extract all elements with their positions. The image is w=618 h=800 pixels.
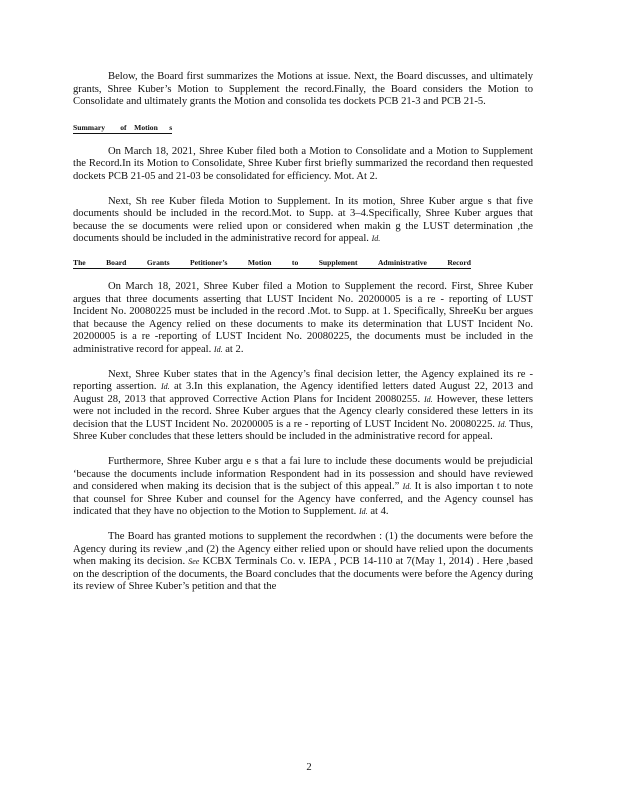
heading-word: Grants (146, 257, 170, 267)
document-body (73, 71, 533, 606)
heading-word: of (120, 122, 127, 132)
paragraph-text: Thus, Shree Kuber concludes that these letters should be included in the administrative record for appeal. (73, 418, 533, 443)
paragraph-text: Next, Shree Kuber states that in the Agency’s final decision letter, the Agency explained its re -reporting assertion. (73, 368, 533, 393)
heading-word: Supplement (318, 257, 358, 267)
motions-summary-paragraph: On March 18, 2021, Shree Kuber filed both a Motion to Consolidate and a Motion to Supplement the Record.In its Motion to Consolidate, Shree Kuber first briefly summarized the recordand then requested dockets PCB 21-05 and 21-03 be consolidated for efficiency. Mot. At 2. (73, 145, 533, 182)
id-citation: Id. (213, 344, 223, 354)
paragraph-text: The Board has granted motions to supplement the recordwhen : (1) the documents were before the Agency during its review ,and (2) the Agency either relied upon or should have relied upon the documents when making its decision. (73, 531, 533, 568)
heading-word: Administrative (377, 257, 427, 267)
heading-word: Petitioner’s (190, 257, 228, 267)
heading-board-grants-motion (73, 258, 471, 269)
paragraph-text: However, these letters were not included in the record. Shree Kuber argues that the Agency clearly considered these letters in its decision that the LUST Incident No. 20200005 is a re - reporting of LUST Incident No. 20080225. (73, 393, 534, 430)
heading-word: Summary (73, 122, 106, 132)
intro-paragraph: Below, the Board first summarizes the Motions at issue. Next, the Board discusses, and ultimately grants, Shree Kuber’s Motion to Supplement the record.Finally, the Board considers the Motion to Consolidate and ultimately grants the Motion and consolida tes dockets PCB 21-3 and PCB 21-5. (73, 71, 533, 108)
heading-word: s (169, 122, 173, 132)
prejudice-paragraph (73, 456, 533, 519)
board-standard-paragraph (73, 531, 533, 594)
heading-word: Board (106, 257, 127, 267)
id-citation: Id. (402, 482, 412, 492)
paragraph-text: Furthermore, Shree Kuber argu e s that a fai lure to include these documents would be prejudicial ‘because the documents include information Respondent had in its possession and should have reviewed and considered when making its decision that is the subject of this appeal.” (73, 456, 533, 493)
heading-word: Motion (134, 122, 158, 132)
heading-word: Record (447, 257, 471, 267)
id-citation: Id. (424, 394, 433, 404)
id-citation: Id. (371, 234, 381, 244)
paragraph-text: It is also importan t to note that counsel for Shree Kuber and counsel for the Agency have conferred, and the Agency counsel has indicated that they have no objection to the Motion to Supplement. (73, 481, 533, 518)
id-citation: Id. (358, 507, 368, 517)
heading-word: Motion (247, 257, 272, 267)
see-citation: See (188, 557, 200, 567)
id-citation: Id. (497, 419, 507, 429)
motion-supplement-paragraph (73, 196, 533, 246)
heading-word: The (73, 257, 86, 267)
paragraph-text: at 4. (370, 506, 389, 518)
heading-word: to (291, 257, 299, 267)
paragraph-text: On March 18, 2021, Shree Kuber filed a Motion to Supplement the record. First, Shree Kuber argues that three documents asserting that LUST Incident No. 20200005 is a re - reporting of LUST Incident No. 20080225 must be included in the record .Mot. to Supp. at 1. Specifically, ShreeKu ber argues that because the Agency relied on these documents to make its determination that LUST Incident No. 20200005 is a re -reporting of LUST Incident No. 20080225, the documents must be included in the administrative record for appeal. (73, 280, 533, 355)
paragraph-text: Next, Sh ree Kuber fileda Motion to Supplement. In its motion, Shree Kuber argue s that five documents should be included in the record.Mot. to Supp. at 3–4.Specifically, Shree Kuber argues that because the se documents were relied upon or considered when makin g the LUST determination ,the documents should be included in the administrative record for appeal. (73, 195, 533, 245)
agency-letter-paragraph (73, 369, 533, 445)
paragraph-text: at 2. (225, 343, 244, 355)
paragraph-text: KCBX Terminals Co. v. IEPA , PCB 14-110 at 7(May 1, 2014) . Here ,based on the description of the documents, the Board concludes that the documents were before the Agency during its review of Shree Kuber’s petition and that the (73, 556, 533, 593)
first-argument-paragraph (73, 281, 533, 357)
paragraph-text: at 3.In this explanation, the Agency identified letters dated August 22, 2013 and August 28, 2013 that approved Corrective Action Plans for Incident 20080255. (73, 381, 533, 405)
heading-summary-of-motions (73, 123, 172, 134)
page-number: 2 (306, 762, 312, 773)
id-citation: Id. (160, 382, 170, 392)
